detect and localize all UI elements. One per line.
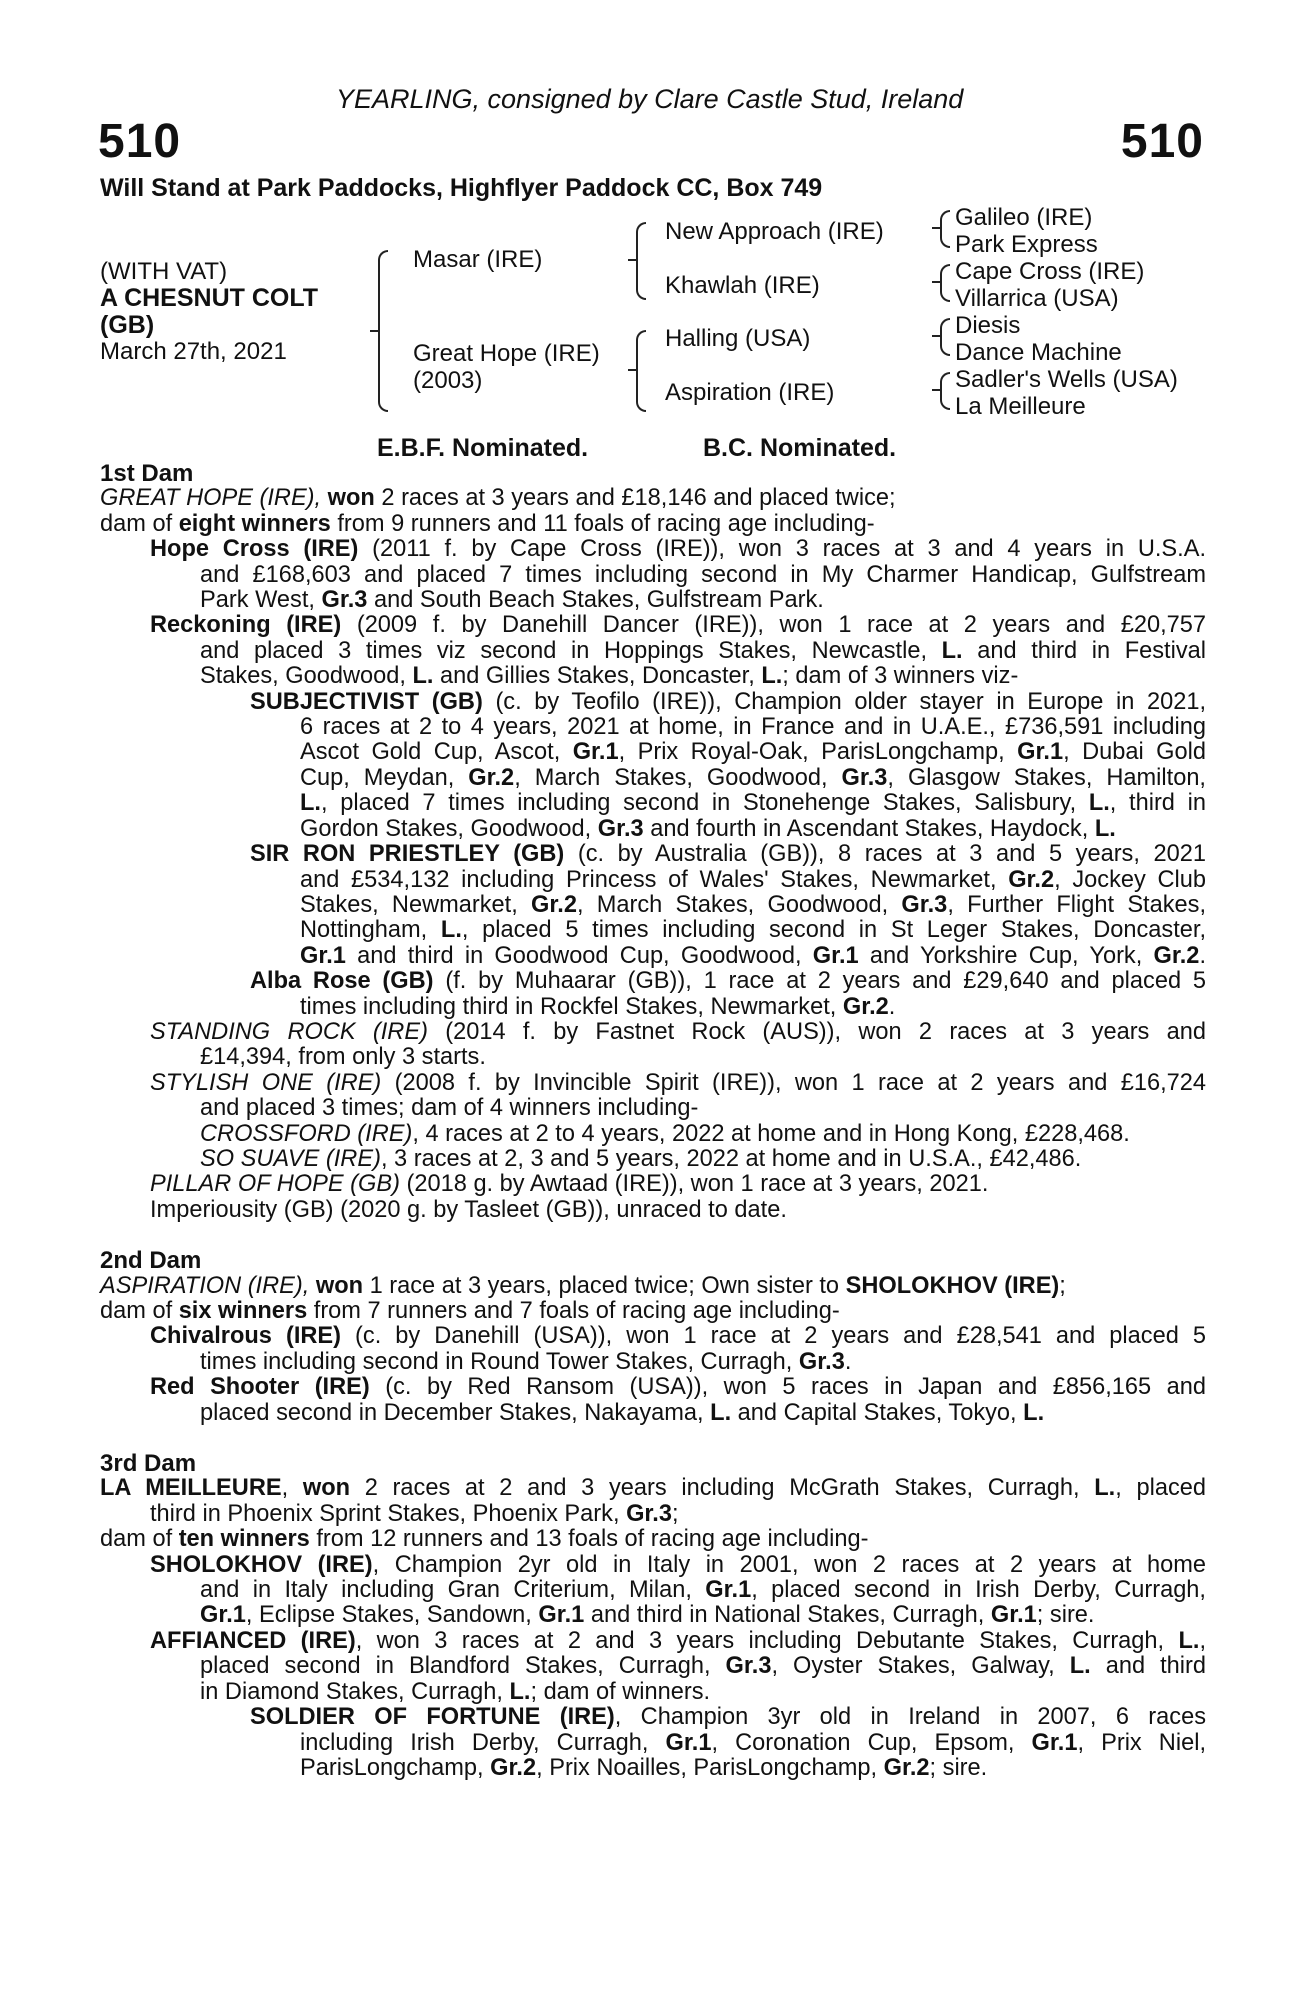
produce-sir-ron-priestley-2: and £534,132 including Princess of Wales' Stakes, Newmarket, Gr.2, Jockey Club (300, 866, 1206, 893)
produce-affianced-2: placed second in Blandford Stakes, Curragh, Gr.3, Oyster Stakes, Galway, L. and third (200, 1653, 1206, 1680)
stand-location: Will Stand at Park Paddocks, Highflyer Paddock CC, Box 749 (100, 174, 823, 202)
lot-number-left: 510 (98, 115, 182, 168)
brace-g3-mid (932, 335, 941, 337)
produce-sir-ron-priestley-5: Gr.1 and third in Goodwood Cup, Goodwood, Gr.1 and Yorkshire Cup, York, Gr.2. (300, 942, 1206, 969)
third-dam-heading: 3rd Dam (100, 1450, 197, 1478)
brace-sire-mid (628, 259, 637, 261)
brace-g2 (940, 264, 950, 302)
second-dam-produce-summary: dam of six winners from 7 runners and 7 foals of racing age including- (100, 1298, 840, 1324)
second-dam-heading: 2nd Dam (100, 1247, 202, 1275)
bc-nomination: B.C. Nominated. (703, 434, 897, 462)
produce-alba-rose-2: times including third in Rockfel Stakes, Newmarket, Gr.2. (300, 993, 896, 1020)
brace-gen1-mid (370, 330, 379, 332)
produce-reckoning-3: Stakes, Goodwood, L. and Gillies Stakes, Doncaster, L.; dam of 3 winners viz- (200, 663, 1019, 690)
sire-dam: Khawlah (IRE) (665, 272, 820, 299)
dam-dam: Aspiration (IRE) (665, 379, 835, 406)
horse-origin: (GB) (100, 311, 155, 339)
produce-reckoning: Reckoning (IRE) (2009 f. by Danehill Dancer (IRE)), won 1 race at 2 years and £20,757 (150, 612, 1206, 639)
produce-red-shooter: Red Shooter (IRE) (c. by Red Ransom (USA)), won 5 races in Japan and £856,165 and (150, 1374, 1206, 1401)
ebf-nomination: E.B.F. Nominated. (377, 434, 589, 462)
produce-sir-ron-priestley-3: Stakes, Newmarket, Gr.2, March Stakes, Goodwood, Gr.3, Further Flight Stakes, (300, 891, 1207, 918)
brace-gen1 (378, 250, 388, 412)
brace-g1-mid (932, 227, 941, 229)
foaling-date: March 27th, 2021 (100, 338, 287, 365)
brace-sire (636, 222, 646, 300)
dam-year: (2003) (413, 367, 483, 394)
produce-imperiousity: Imperiousity (GB) (2020 g. by Tasleet (GB)), unraced to date. (150, 1196, 787, 1223)
first-dam-produce-summary: dam of eight winners from 9 runners and 11 foals of racing age including- (100, 510, 875, 537)
sire-sire: New Approach (IRE) (665, 218, 884, 245)
section-gap (100, 1223, 1206, 1248)
ggdam-3: Dance Machine (955, 339, 1122, 366)
section-gap (100, 1426, 1206, 1451)
produce-sir-ron-priestley: SIR RON PRIESTLEY (GB) (c. by Australia (GB)), 8 races at 3 and 5 years, 2021 (250, 841, 1206, 868)
ggsire-4: Sadler's Wells (USA) (955, 366, 1178, 393)
first-dam-line: GREAT HOPE (IRE), won 2 races at 3 years and £18,146 and placed twice; (100, 485, 896, 512)
produce-sir-ron-priestley-4: Nottingham, L., placed 5 times including second in St Leger Stakes, Doncaster, (300, 917, 1206, 944)
sire: Masar (IRE) (413, 246, 543, 273)
third-dam-produce-summary: dam of ten winners from 12 runners and 13 foals of racing age including- (100, 1526, 869, 1553)
ggdam-4: La Meilleure (955, 393, 1086, 420)
ggdam-2: Villarrica (USA) (955, 285, 1119, 312)
produce-chivalrous: Chivalrous (IRE) (c. by Danehill (USA)), won 1 race at 2 years and £28,541 and placed 5 (150, 1323, 1206, 1350)
produce-so-suave: SO SUAVE (IRE), 3 races at 2, 3 and 5 years, 2022 at home and in U.S.A., £42,486. (200, 1145, 1082, 1172)
second-dam-line: ASPIRATION (IRE), won 1 race at 3 years, placed twice; Own sister to SHOLOKHOV (IRE); (100, 1272, 1066, 1299)
produce-stylish-one-2: and placed 3 times; dam of 4 winners including- (200, 1095, 699, 1122)
produce-soldier-of-fortune-3: ParisLongchamp, Gr.2, Prix Noailles, ParisLongchamp, Gr.2; sire. (300, 1754, 988, 1781)
produce-subjectivist-2: 6 races at 2 to 4 years, 2021 at home, in France and in U.A.E., £736,591 including (300, 714, 1206, 741)
consignment-line: YEARLING, consigned by Clare Castle Stud, Ireland (336, 84, 964, 114)
produce-standing-rock-2: £14,394, from only 3 starts. (200, 1044, 486, 1071)
dam-sire: Halling (USA) (665, 325, 811, 352)
third-dam-line: LA MEILLEURE, won 2 races at 2 and 3 years including McGrath Stakes, Curragh, L., placed (100, 1475, 1206, 1502)
produce-affianced-3: in Diamond Stakes, Curragh, L.; dam of winners. (200, 1678, 711, 1705)
brace-g4-mid (932, 389, 941, 391)
produce-pillar-of-hope: PILLAR OF HOPE (GB) (2018 g. by Awtaad (IRE)), won 1 race at 3 years, 2021. (150, 1171, 989, 1198)
ggsire-1: Galileo (IRE) (955, 204, 1093, 231)
brace-g4 (940, 372, 950, 410)
brace-dam-mid (628, 369, 637, 371)
produce-red-shooter-2: placed second in December Stakes, Nakayama, L. and Capital Stakes, Tokyo, L. (200, 1399, 1045, 1426)
horse-name: A CHESNUT COLT (100, 284, 319, 312)
first-dam-heading: 1st Dam (100, 460, 194, 487)
catalogue-body (100, 461, 1206, 1781)
produce-subjectivist-4: Cup, Meydan, Gr.2, March Stakes, Goodwood, Gr.3, Glasgow Stakes, Hamilton, (300, 764, 1206, 791)
produce-subjectivist-6: Gordon Stakes, Goodwood, Gr.3 and fourth in Ascendant Stakes, Haydock, L. (300, 815, 1116, 842)
brace-g3 (940, 318, 950, 356)
brace-g2-mid (932, 281, 941, 283)
produce-soldier-of-fortune-2: including Irish Derby, Curragh, Gr.1, Coronation Cup, Epsom, Gr.1, Prix Niel, (300, 1729, 1206, 1756)
produce-crossford: CROSSFORD (IRE), 4 races at 2 to 4 years, 2022 at home and in Hong Kong, £228,468. (200, 1120, 1130, 1147)
ggsire-3: Diesis (955, 312, 1021, 339)
ggdam-1: Park Express (955, 231, 1098, 258)
produce-soldier-of-fortune: SOLDIER OF FORTUNE (IRE), Champion 3yr old in Ireland in 2007, 6 races (250, 1704, 1206, 1731)
produce-reckoning-2: and placed 3 times viz second in Hoppings Stakes, Newcastle, L. and third in Festival (200, 637, 1206, 664)
produce-stylish-one: STYLISH ONE (IRE) (2008 f. by Invincible Spirit (IRE)), won 1 race at 2 years and £16,724 (150, 1069, 1206, 1096)
produce-chivalrous-2: times including second in Round Tower Stakes, Curragh, Gr.3. (200, 1348, 852, 1375)
produce-subjectivist: SUBJECTIVIST (GB) (c. by Teofilo (IRE)), Champion older stayer in Europe in 2021, (250, 688, 1206, 715)
brace-g1 (940, 210, 950, 248)
produce-subjectivist-3: Ascot Gold Cup, Ascot, Gr.1, Prix Royal-Oak, ParisLongchamp, Gr.1, Dubai Gold (300, 739, 1206, 766)
produce-subjectivist-5: L., placed 7 times including second in Stonehenge Stakes, Salisbury, L., third in (300, 790, 1206, 817)
dam: Great Hope (IRE) (413, 340, 600, 367)
produce-affianced: AFFIANCED (IRE), won 3 races at 2 and 3 years including Debutante Stakes, Curragh, L., (150, 1627, 1206, 1654)
brace-dam (636, 330, 646, 412)
third-dam-line-2: third in Phoenix Sprint Stakes, Phoenix Park, Gr.3; (150, 1500, 679, 1527)
vat-note: (WITH VAT) (100, 258, 228, 285)
produce-alba-rose: Alba Rose (GB) (f. by Muhaarar (GB)), 1 race at 2 years and £29,640 and placed 5 (250, 968, 1206, 995)
produce-hope-cross: Hope Cross (IRE) (2011 f. by Cape Cross (IRE)), won 3 races at 3 and 4 years in U.S.A. (150, 536, 1207, 563)
produce-sholokhov-3: Gr.1, Eclipse Stakes, Sandown, Gr.1 and third in National Stakes, Curragh, Gr.1; sire. (200, 1602, 1095, 1629)
produce-hope-cross-2: and £168,603 and placed 7 times including second in My Charmer Handicap, Gulfstream (200, 561, 1206, 588)
produce-hope-cross-3: Park West, Gr.3 and South Beach Stakes, Gulfstream Park. (200, 587, 824, 614)
produce-sholokhov: SHOLOKHOV (IRE), Champion 2yr old in Italy in 2001, won 2 races at 2 years at home (150, 1551, 1206, 1578)
ggsire-2: Cape Cross (IRE) (955, 258, 1145, 285)
produce-standing-rock: STANDING ROCK (IRE) (2014 f. by Fastnet Rock (AUS)), won 2 races at 3 years and (150, 1018, 1206, 1045)
lot-number-right: 510 (1120, 115, 1204, 168)
produce-sholokhov-2: and in Italy including Gran Criterium, Milan, Gr.1, placed second in Irish Derby, Curragh, (200, 1577, 1206, 1604)
